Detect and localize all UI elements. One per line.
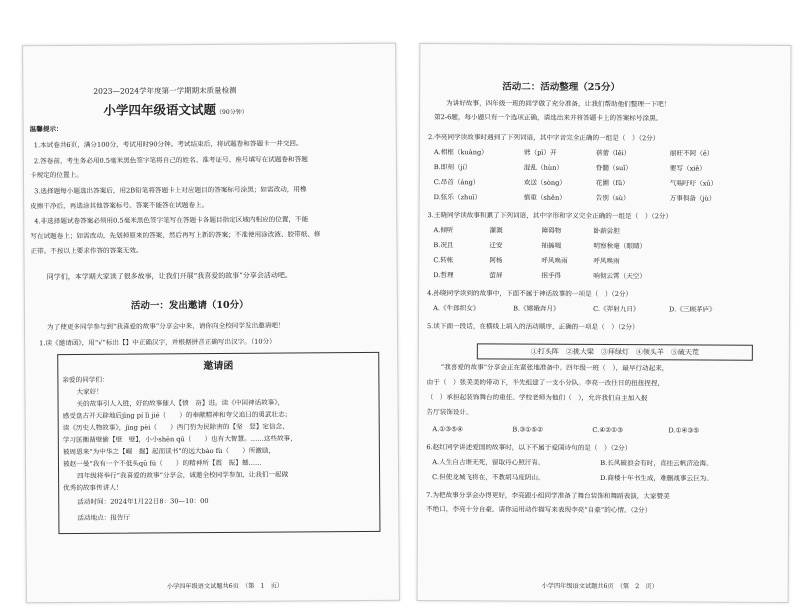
activity1-title: 活动一：发出邀请（10分） <box>130 299 249 312</box>
tip-line: 写在试题卷上；如需改动，先划掉原来的答案，然后再写上新的答案；不准使用涂改液、胶带纸、修 <box>30 230 321 241</box>
option-cell: 丽旺不阿（ē） <box>669 149 714 158</box>
question-7-line: 不绝口，李亮十分自豪。请你运用动作描写来表现李亮“自豪”的心情。（2分） <box>426 505 652 515</box>
activity2-title: 活动二：活动整理（25分） <box>502 81 620 94</box>
option-cell: 迁安 <box>489 241 503 250</box>
q6-options-row2 <box>432 473 713 483</box>
option-cell: A.人生自古谁无死，留取丹心照汗青。 <box>432 458 545 467</box>
tips-heading: 温馨提示： <box>29 125 63 134</box>
invitation-place: 活动地点：报告厅 <box>77 513 131 522</box>
tip-line: 卡规定的位置上。 <box>29 170 83 180</box>
q3-option-a <box>433 226 620 236</box>
question-7-line: 7.为把故事分享会办得更好，李亮跟小组同学准备了舞台装饰和舞蹈表演，大家赞美 <box>426 491 670 501</box>
option-cell: C.《羿射九日》 <box>593 304 640 314</box>
intro-text: 同学们，本学期大家读了很多故事，让我们开展“我喜爱的故事”分享会活动吧。 <box>46 271 292 282</box>
q5-paragraph-line: 告厅装饰设计。 <box>426 408 473 417</box>
option-cell: A.①③⑤④ <box>432 425 463 434</box>
option-cell: 呼风唤雨 <box>541 256 568 265</box>
option-cell: 抽搐啜 <box>541 241 562 250</box>
option-cell: 万事俱备（jù） <box>669 194 716 203</box>
option-cell: B.长风破浪会有时，直挂云帆济沧海。 <box>600 458 713 468</box>
tip-line: 2.答卷前，考生务必用0.5毫米黑色签字笔将自己的姓名、准考证号、座号填写在试题卷和答题 <box>33 155 308 166</box>
q6-options-row1 <box>432 458 713 468</box>
q5-word-box: ①打头阵 ②挑大梁 ③拜绿灯 ④领头羊 ⑤破天荒 <box>477 343 753 360</box>
tip-line: 正带。不按以上要求作答的答案无效。 <box>30 246 143 256</box>
option-cell: 灌溉 <box>489 226 503 235</box>
option-cell: D.弦乐（zhuī） <box>433 193 482 202</box>
question-4: 4.孙晓同学读到的故事中，下面不属于神话故事的一项是（ ）（2分） <box>427 289 633 299</box>
tip-line: 3.选择题每小题选出答案后，用2B铅笔将答题卡上对应题目的答案标号涂黑；如需改动，用橡 <box>34 185 307 196</box>
tip-line: 4.非选择题试卷答案必须用0.5毫米黑色签字笔写在答题卡各题目指定区域内相应的位置，不能 <box>34 215 309 226</box>
option-cell: B.况且 <box>433 241 454 250</box>
q2-option-d <box>433 193 716 203</box>
option-cell: 萤屏 <box>489 271 503 280</box>
option-cell: 阿杨 <box>489 256 503 265</box>
option-cell: 抿手得 <box>541 271 562 280</box>
q2-option-a <box>433 148 714 158</box>
option-cell: 劈（pī）开 <box>523 148 557 157</box>
invitation-line: 被赵一曼“我有一个不低头qū fú（ ）的精神所【震 振】撼…… <box>62 458 262 469</box>
option-cell: 呼风唤雨 <box>593 256 620 266</box>
invitation-line: 学习匡衡凿壁偷【壁 壁】，小小shēn qū（ ）也有大智慧。……这些故事， <box>62 434 297 445</box>
exam-page-2 <box>417 43 792 603</box>
q3-option-b <box>433 241 647 251</box>
option-cell: 卧薪尝胆 <box>593 226 620 236</box>
option-cell: 脊髓（suǐ） <box>595 163 632 173</box>
invitation-title: 邀请函 <box>203 360 234 373</box>
option-cell: C.④②①③ <box>592 425 624 435</box>
q2-option-b <box>433 163 706 173</box>
exam-page-1 <box>22 43 400 604</box>
option-cell: A.相框（kuàng） <box>433 148 488 157</box>
option-cell: A.《牛郎织女》 <box>433 304 480 313</box>
exam-title-text: 小学四年级语文试题 <box>103 101 217 118</box>
option-cell: 蓓蕾（lěi） <box>595 148 631 158</box>
q3-option-c <box>433 256 620 266</box>
question-5: 5.读下面一段话，在横线上填入的活动顺序，正确的一项是（ ）（2分） <box>426 322 639 332</box>
question-2: 2.李亮同学读故事时遇到了下列词语，其中字音完全正确的一组是（ ）（2分） <box>427 133 660 143</box>
activity2-instructions: 第2-6题，每小题只有一个选项正确，请选出来并将答题卡上的答案标号涂黑。 <box>434 113 663 123</box>
option-cell: 明察秋毫（眼睛） <box>593 241 647 251</box>
invitation-line: 读《历史人物故事》，jìng pèi（ ）西门豹为民除害的【坚 竖】定信念， <box>62 422 289 433</box>
option-cell: 花圃（fǔ） <box>595 178 629 188</box>
option-cell: 告别（sù） <box>595 193 630 203</box>
activity1-intro: 为了使更多同学参与到“我喜爱的故事”分享会中来，请你向全校同学发出邀请吧！ <box>46 321 285 332</box>
question-3: 3.王晓同学读故事积累了下列词语，其中字形和字义完全正确的一组是（ ）（2分） <box>427 211 673 221</box>
question-6: 6.赵红同学讲述爱国的故事时，以下不属于爱国诗句的是（ ）（2分） <box>426 443 632 453</box>
option-cell: C.昂首（áng） <box>433 178 480 187</box>
invitation-line: 感受盘古开天辟地后jīng pí lì jié（ ）的奉献精神和夸父追日的勇武壮志； <box>62 410 292 421</box>
option-cell: 气喘吁吁（xū） <box>669 179 718 188</box>
activity2-intro: 为讲好故事，四年级一班的同学做了充分准备，让我们帮助他们整理一下吧！ <box>446 99 671 109</box>
invitation-line: 被周恩来“为中华之【崛 掘】起而读书”的远大bào fù（ ）所激励， <box>62 446 276 457</box>
option-cell: D.哲理 <box>433 271 454 280</box>
invitation-line: 四年级将举行“我喜爱的故事”分享会，诚邀全校同学参加，让我们一起做 <box>77 470 289 480</box>
invitation-line: 大家好！ <box>76 387 103 396</box>
tip-line: 皮擦干净后，再选涂其他答案标号。答案不能答在试题卷上。 <box>30 201 209 211</box>
invitation-time: 活动时间：2024年1月22日8：30—10：00 <box>77 497 209 506</box>
option-cell: 要写（xiě） <box>669 164 706 173</box>
option-cell: C.但使龙城飞将在，不教胡马度阴山。 <box>432 473 545 482</box>
invitation-line: 亲爱的同学们： <box>62 375 109 385</box>
option-cell: 响彻云霄（天空） <box>593 271 647 281</box>
option-cell: 欢送（sòng） <box>523 178 566 187</box>
option-cell: B.即刻（jí） <box>433 163 472 172</box>
q4-options <box>433 304 716 314</box>
option-cell: B.《嫦娥奔月》 <box>513 304 560 313</box>
q5-paragraph-line: 由于（ ）张美美的带动下，半先组建了一支小分队。李亮一改往日的扭扭捏捏， <box>426 378 665 388</box>
invitation-line: 优秀的故事传讲人！ <box>63 483 123 493</box>
option-cell: D.①④③⑤ <box>668 426 700 435</box>
option-cell: A.倾听 <box>433 226 454 235</box>
option-cell: C.转帐 <box>433 256 454 265</box>
invitation-line: 关的故事引人入胜，好的故事催人【愤 奋】进。读《中国神话故事》， <box>76 398 285 408</box>
exam-title <box>103 99 247 119</box>
tip-line: 1.本试卷共6页，满分100分，考试用时90分钟。考试结束后，将试题卷和答题卡一并交回。 <box>33 139 303 150</box>
page-footer: 小学四年级语文试题共6页 （第 1 页） <box>166 582 284 591</box>
q5-options <box>432 425 700 435</box>
option-cell: 慎重（shěn） <box>523 193 566 202</box>
exam-duration: （90分钟） <box>216 108 248 116</box>
question-1: 1.读《邀请函》，用“√”标出【】中正确汉字，并根据拼音正确写出汉字。（10分） <box>39 337 276 348</box>
option-cell: B.③①⑤② <box>512 425 544 434</box>
page-footer: 小学四年级语文试题共6页 （第 2 页） <box>541 582 658 591</box>
invitation-letter <box>57 352 380 534</box>
q5-paragraph-line: “我喜爱的故事”分享会正在紧张地准备中。四年级一班（ ），最早行动起来， <box>440 363 669 373</box>
option-cell: 混乱（hùn） <box>523 163 563 172</box>
q2-option-c <box>433 178 718 188</box>
q5-paragraph-line: （ ）承担起装饰舞台的重任。学校老师为他们（ ），允许我们自主加入报 <box>426 393 648 403</box>
option-cell: D.《三顾茅庐》 <box>669 305 716 314</box>
option-cell: D.商楼十年书生成，难删战事云巨为。 <box>600 473 713 483</box>
exam-subtitle: 2023—2024学年度第一学期期末质量检测 <box>93 85 237 96</box>
q3-option-d <box>433 271 647 281</box>
option-cell: 障碍物 <box>541 226 562 235</box>
